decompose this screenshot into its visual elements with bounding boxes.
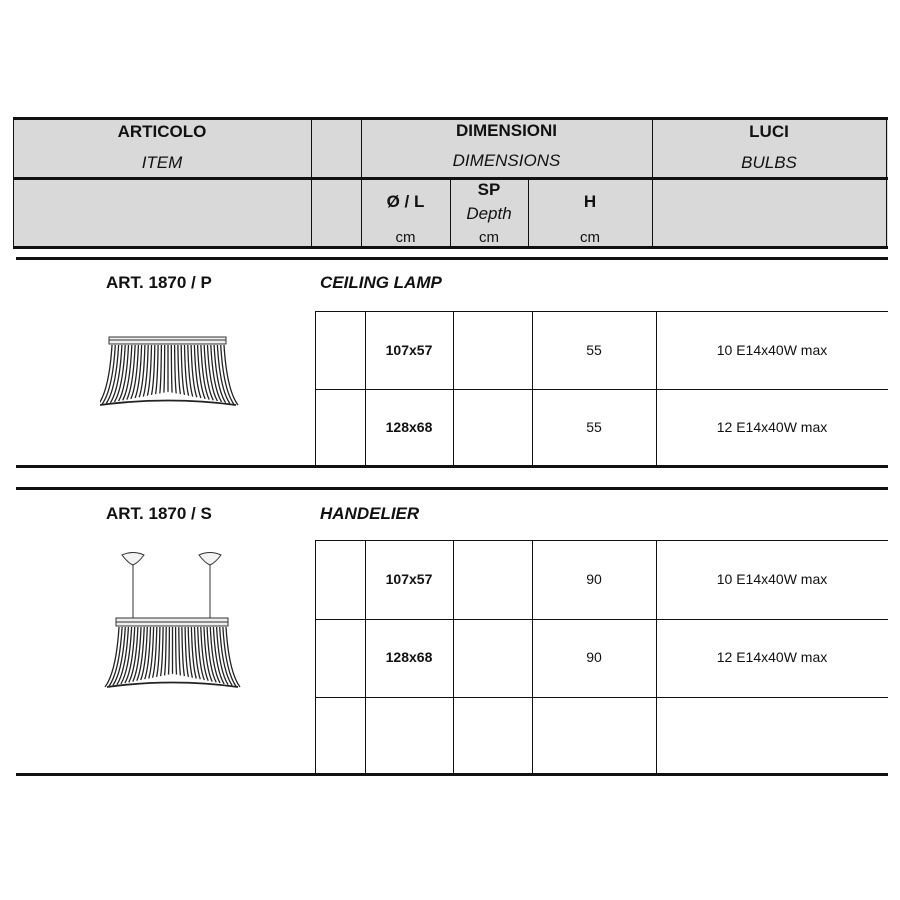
product-bottom-rule <box>16 465 888 468</box>
row-rule <box>315 540 888 541</box>
header-sp: SP <box>477 180 501 199</box>
header-dimensioni: DIMENSIONI <box>455 121 558 140</box>
cell-bulbs: 12 E14x40W max <box>716 649 828 665</box>
cell-divider <box>453 540 454 774</box>
row-rule <box>315 311 888 312</box>
header-luci: LUCI <box>749 122 789 141</box>
cell-bulbs: 12 E14x40W max <box>716 419 828 435</box>
cell-bulbs: 10 E14x40W max <box>716 571 828 587</box>
header-depth: Depth <box>466 204 512 223</box>
row-rule <box>315 697 888 698</box>
product-name: CEILING LAMP <box>320 273 442 292</box>
cell-size: 128x68 <box>385 649 433 665</box>
cell-height: 55 <box>586 419 602 435</box>
product-top-rule <box>16 487 888 490</box>
header-unit-cm: cm <box>395 229 416 246</box>
product-code: ART. 1870 / P <box>106 273 212 292</box>
product-bottom-rule <box>16 773 888 776</box>
cell-divider <box>315 540 316 774</box>
cell-bulbs: 10 E14x40W max <box>716 342 828 358</box>
cell-size: 107x57 <box>385 571 433 587</box>
header-bulbs: BULBS <box>741 153 797 172</box>
chandelier-drawing <box>98 548 243 693</box>
row-rule <box>315 389 888 390</box>
header-top-rule <box>13 117 888 120</box>
ceiling-lamp-drawing <box>100 333 240 413</box>
header-articolo: ARTICOLO <box>117 122 207 141</box>
header-dimensions: DIMENSIONS <box>452 151 561 170</box>
header-divider <box>886 117 887 249</box>
product-name: HANDELIER <box>320 504 420 523</box>
cell-divider <box>315 311 316 466</box>
cell-height: 55 <box>586 342 602 358</box>
header-diameter-length: Ø / L <box>386 192 425 211</box>
header-height: H <box>583 192 597 211</box>
row-rule <box>315 619 888 620</box>
cell-divider <box>656 311 657 466</box>
cell-size: 128x68 <box>385 419 433 435</box>
header-item: ITEM <box>141 153 183 172</box>
header-divider <box>311 117 312 249</box>
header-unit-cm: cm <box>580 229 600 246</box>
cell-divider <box>453 311 454 466</box>
product-code: ART. 1870 / S <box>106 504 212 523</box>
header-unit-cm: cm <box>479 229 499 246</box>
cell-height: 90 <box>586 649 602 665</box>
cell-height: 90 <box>586 571 602 587</box>
product-top-rule <box>16 257 888 260</box>
cell-size: 107x57 <box>385 342 433 358</box>
cell-divider <box>365 311 366 466</box>
cell-divider <box>532 311 533 466</box>
